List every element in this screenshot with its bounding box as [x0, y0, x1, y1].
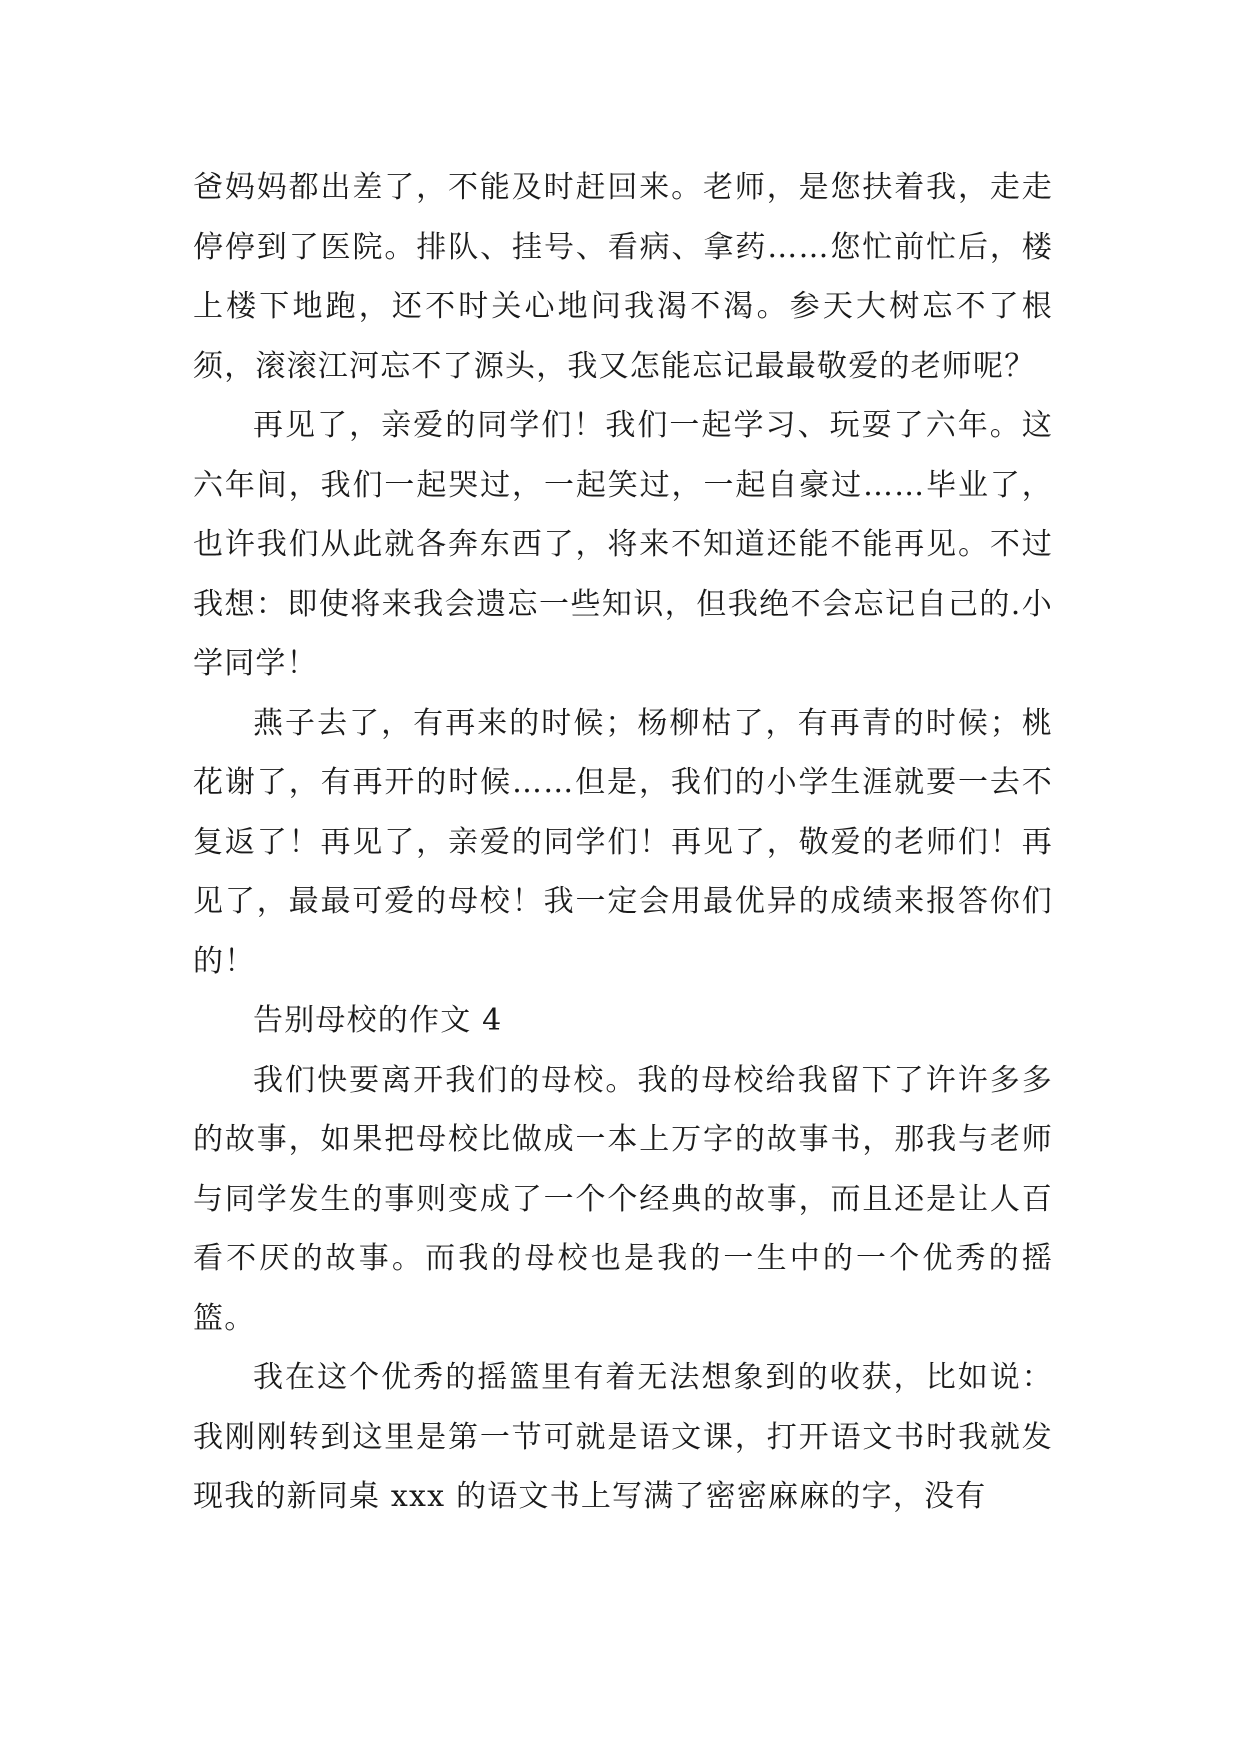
section-title: 告别母校的作文 4 — [253, 1003, 503, 1038]
paragraph-teacher-memory: 爸妈妈都出差了，不能及时赶回来。老师，是您扶着我，走走停停到了医院。排队、挂号、看病、拿药……您忙前忙后，楼上楼下地跑，还不时关心地问我渴不渴。参天大树忘不了根须，滚滚江河忘不了源头，我又怎能忘记最最敬爱的老师呢？ — [193, 170, 1053, 384]
paragraph-school-farewell: 燕子去了，有再来的时候；杨柳枯了，有再青的时候；桃花谢了，有再开的时候……但是，我们的小学生涯就要一去不复返了！再见了，亲爱的同学们！再见了，敬爱的老师们！再见了，最最可爱的母校！我一定会用最优异的成绩来报答你们的！ — [193, 705, 1053, 979]
paragraph-new-deskmate: 我在这个优秀的摇篮里有着无法想象到的收获，比如说：我刚刚转到这里是第一节可就是语文课，打开语文书时我就发现我的新同桌 xxx 的语文书上写满了密密麻麻的字，没有 — [193, 1360, 1053, 1514]
paragraph-cradle-stories: 我们快要离开我们的母校。我的母校给我留下了许许多多的故事，如果把母校比做成一本上万字的故事书，那我与老师与同学发生的事则变成了一个个经典的故事，而且还是让人百看不厌的故事。而我的母校也是我的一生中的一个优秀的摇篮。 — [193, 1062, 1053, 1336]
paragraph-classmates-farewell: 再见了，亲爱的同学们！我们一起学习、玩耍了六年。这六年间，我们一起哭过，一起笑过，一起自豪过……毕业了，也许我们从此就各奔东西了，将来不知道还能不能再见。不过我想：即使将来我会遗忘一些知识，但我绝不会忘记自己的.小学同学！ — [193, 408, 1053, 681]
document-body — [193, 158, 1053, 1527]
